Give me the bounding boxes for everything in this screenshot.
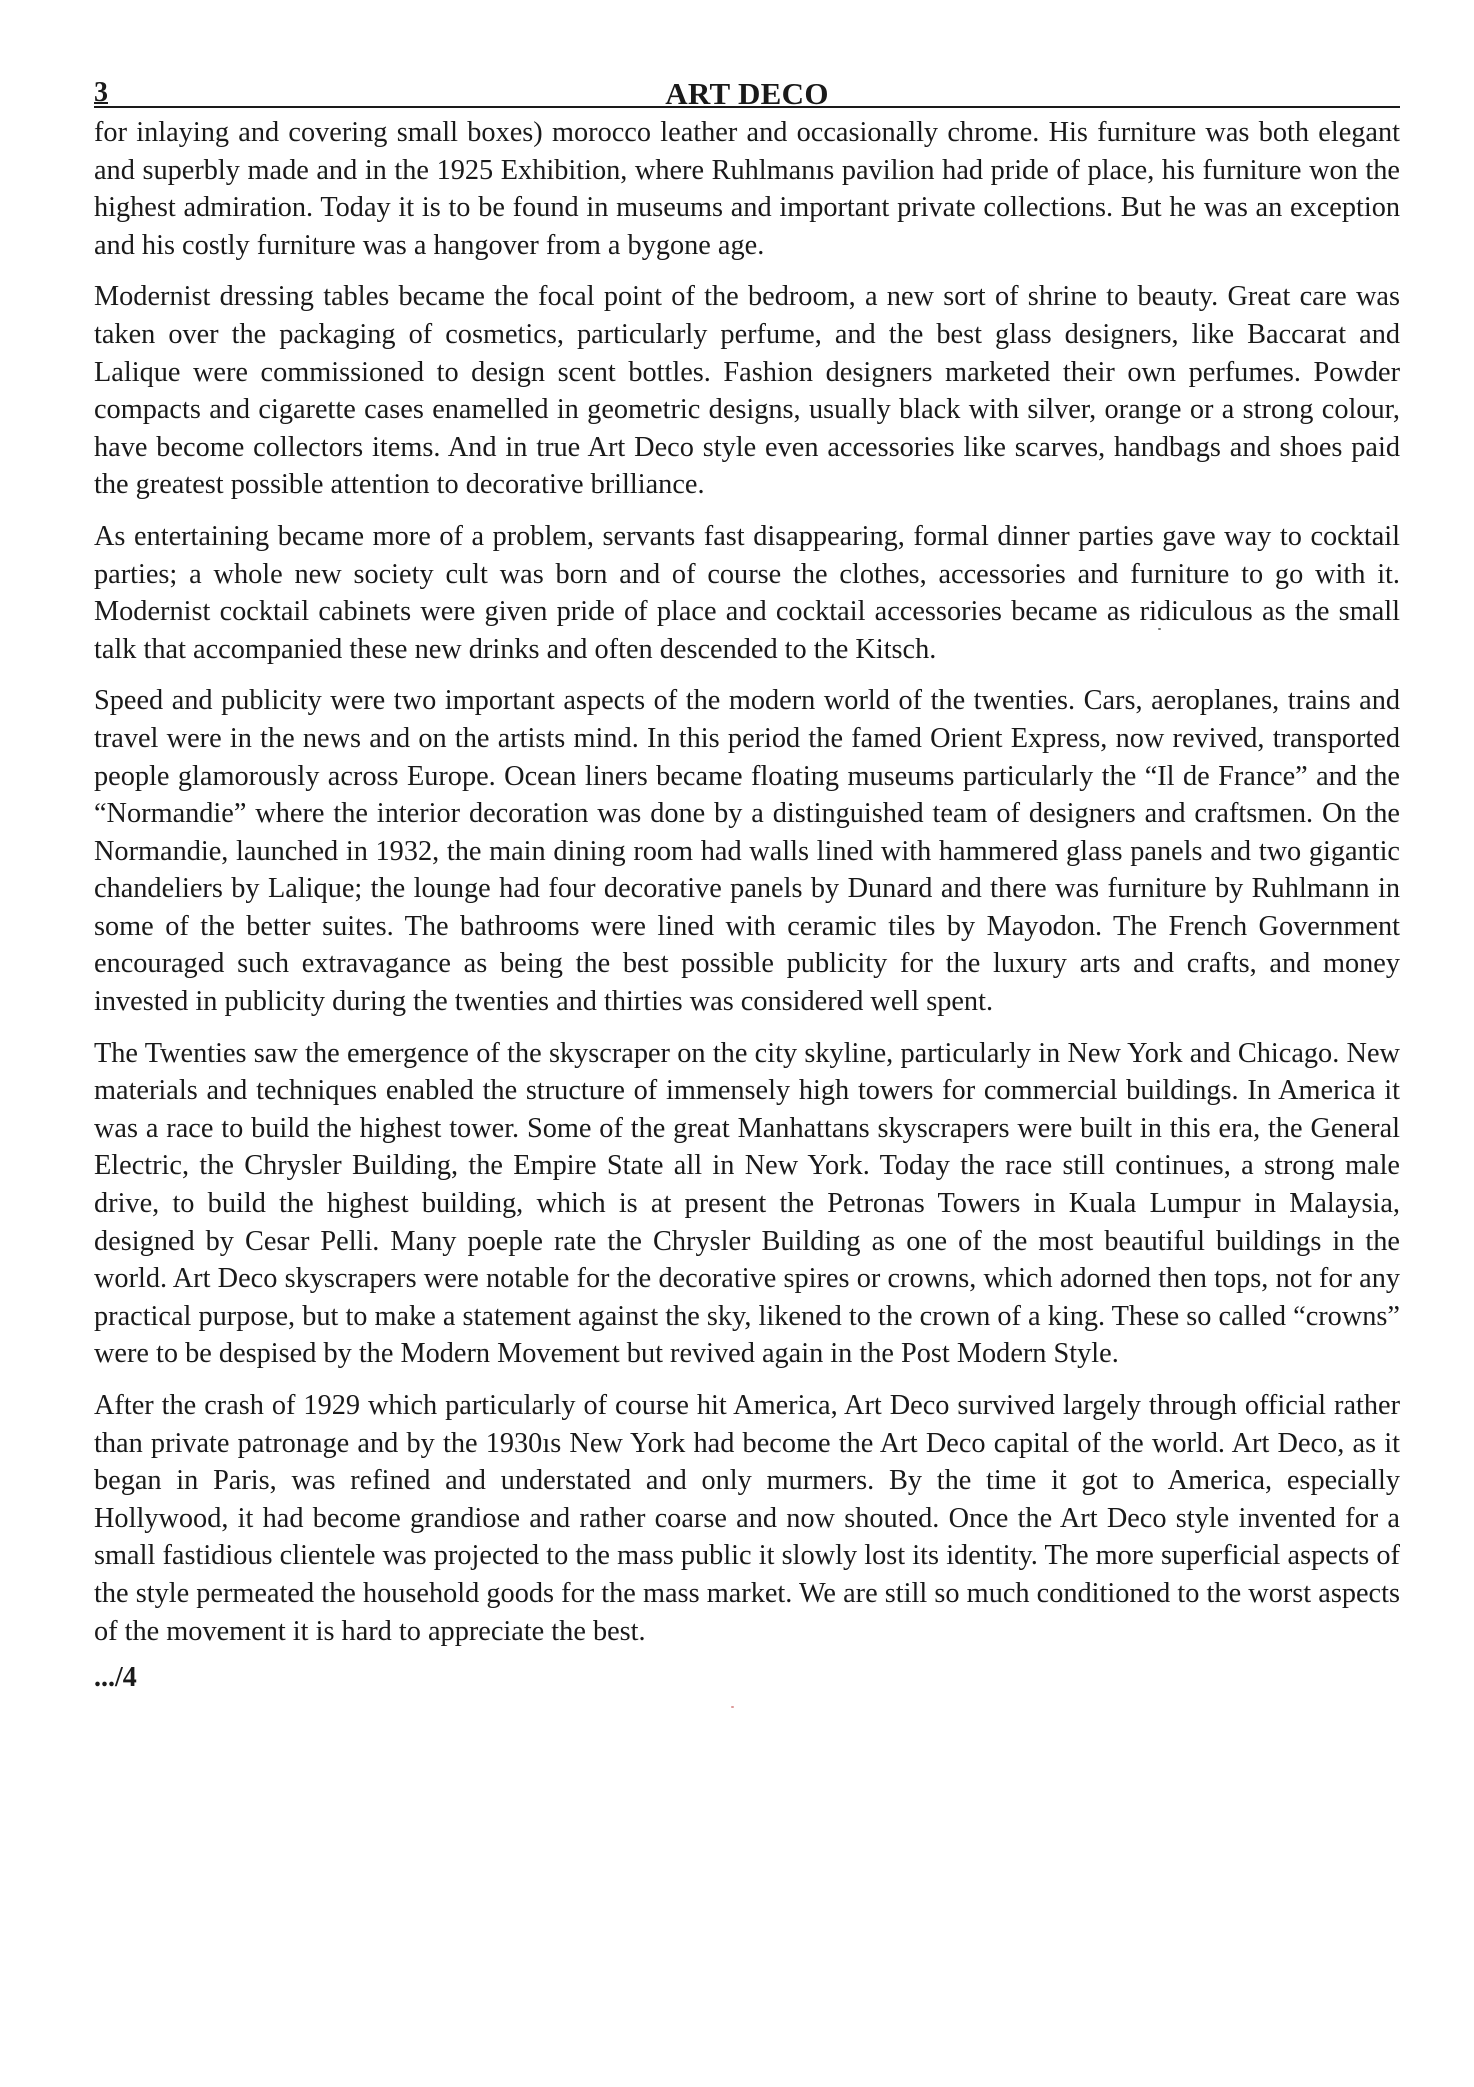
document-page (94, 70, 1400, 1692)
page-title: ART DECO (665, 76, 829, 111)
continuation-marker: .../4 (94, 1662, 137, 1694)
paragraph-skyscrapers: The Twenties saw the emergence of the skyscraper on the city skyline, particularly in New York and Chicago. New materials and techniques enabled the structure of immensely high towers for commercial buildings. In America it was a race to build the highest tower. Some of the great Manhattans skyscrapers were built in this era, the General Electric, the Chrysler Building, the Empire State all in New York. Today the race still continues, a strong male drive, to build the highest building, which is at present the Petronas Towers in Kuala Lumpur in Malaysia, designed by Cesar Pelli. Many poeple rate the Chrysler Building as one of the most beautiful buildings in the world. Art Deco skyscrapers were notable for the decorative spires or crowns, which adorned then tops, not for any practical purpose, but to make a statement against the sky, likened to the crown of a king. These so called “crowns” were to be despised by the Modern Movement but revived again in the Post Modern Style. (94, 1037, 1400, 1370)
body-text (94, 114, 1400, 1650)
paragraph-dressing-tables: Modernist dressing tables became the focal point of the bedroom, a new sort of shrine to beauty. Great care was taken over the packaging of cosmetics, particularly perfume, and the best glass designers, like Baccarat and Lalique were commissioned to design scent bottles. Fashion designers marketed their own perfumes. Powder compacts and cigarette cases enamelled in geometric designs, usually black with silver, orange or a strong colour, have become collectors items. And in true Art Deco style even accessories like scarves, handbags and shoes paid the greatest possible attention to decorative brilliance. (94, 281, 1400, 501)
paragraph-after-crash: After the crash of 1929 which particularly of course hit America, Art Deco survived largely through official rather than private patronage and by the 1930ıs New York had become the Art Deco capital of the world. Art Deco, as it began in Paris, was refined and understated and only murmers. By the time it got to America, especially Hollywood, it had become grandiose and rather coarse and now shouted. Once the Art Deco style invented for a small fastidious clientele was projected to the mass public it slowly lost its identity. The more superficial aspects of the style permeated the household goods for the mass market. We are still so much conditioned to the worst aspects of the movement it is hard to appreciate the best. (94, 1390, 1400, 1647)
paragraph-speed-publicity: Speed and publicity were two important aspects of the modern world of the twenties. Cars, aeroplanes, trains and travel were in the news and on the artists mind. In this period the famed Orient Express, now revived, transported people glamorously across Europe. Ocean liners became floating museums particularly the “Il de France” and the “Normandie” where the interior decoration was done by a distinguished team of designers and craftsmen. On the Normandie, launched in 1932, the main dining room had walls lined with hammered glass panels and two gigantic chandeliers by Lalique; the lounge had four decorative panels by Dunard and there was furniture by Ruhlmann in some of the better suites. The bathrooms were lined with ceramic tiles by Mayodon. The French Government encouraged such extravagance as being the best possible publicity for the luxury arts and crafts, and money invested in publicity during the twenties and thirties was considered well spent. (94, 685, 1400, 1018)
page-number: 3 (94, 77, 108, 108)
scan-speck (1158, 628, 1161, 630)
scan-speck (731, 1706, 734, 1708)
page-header (94, 70, 1400, 111)
paragraph-ruhlmann-furniture: for inlaying and covering small boxes) morocco leather and occasionally chrome. His furniture was both elegant and superbly made and in the 1925 Exhibition, where Ruhlmanıs pavilion had pride of place, his furniture won the highest admiration. Today it is to be found in museums and important private collections. But he was an exception and his costly furniture was a hangover from a bygone age. (94, 117, 1400, 261)
paragraph-cocktail-parties: As entertaining became more of a problem, servants fast disappearing, formal dinner parties gave way to cocktail parties; a whole new society cult was born and of course the clothes, accessories and furniture to go with it. Modernist cocktail cabinets were given pride of place and cocktail accessories became as ridiculous as the small talk that accompanied these new drinks and often descended to the Kitsch. (94, 520, 1400, 665)
